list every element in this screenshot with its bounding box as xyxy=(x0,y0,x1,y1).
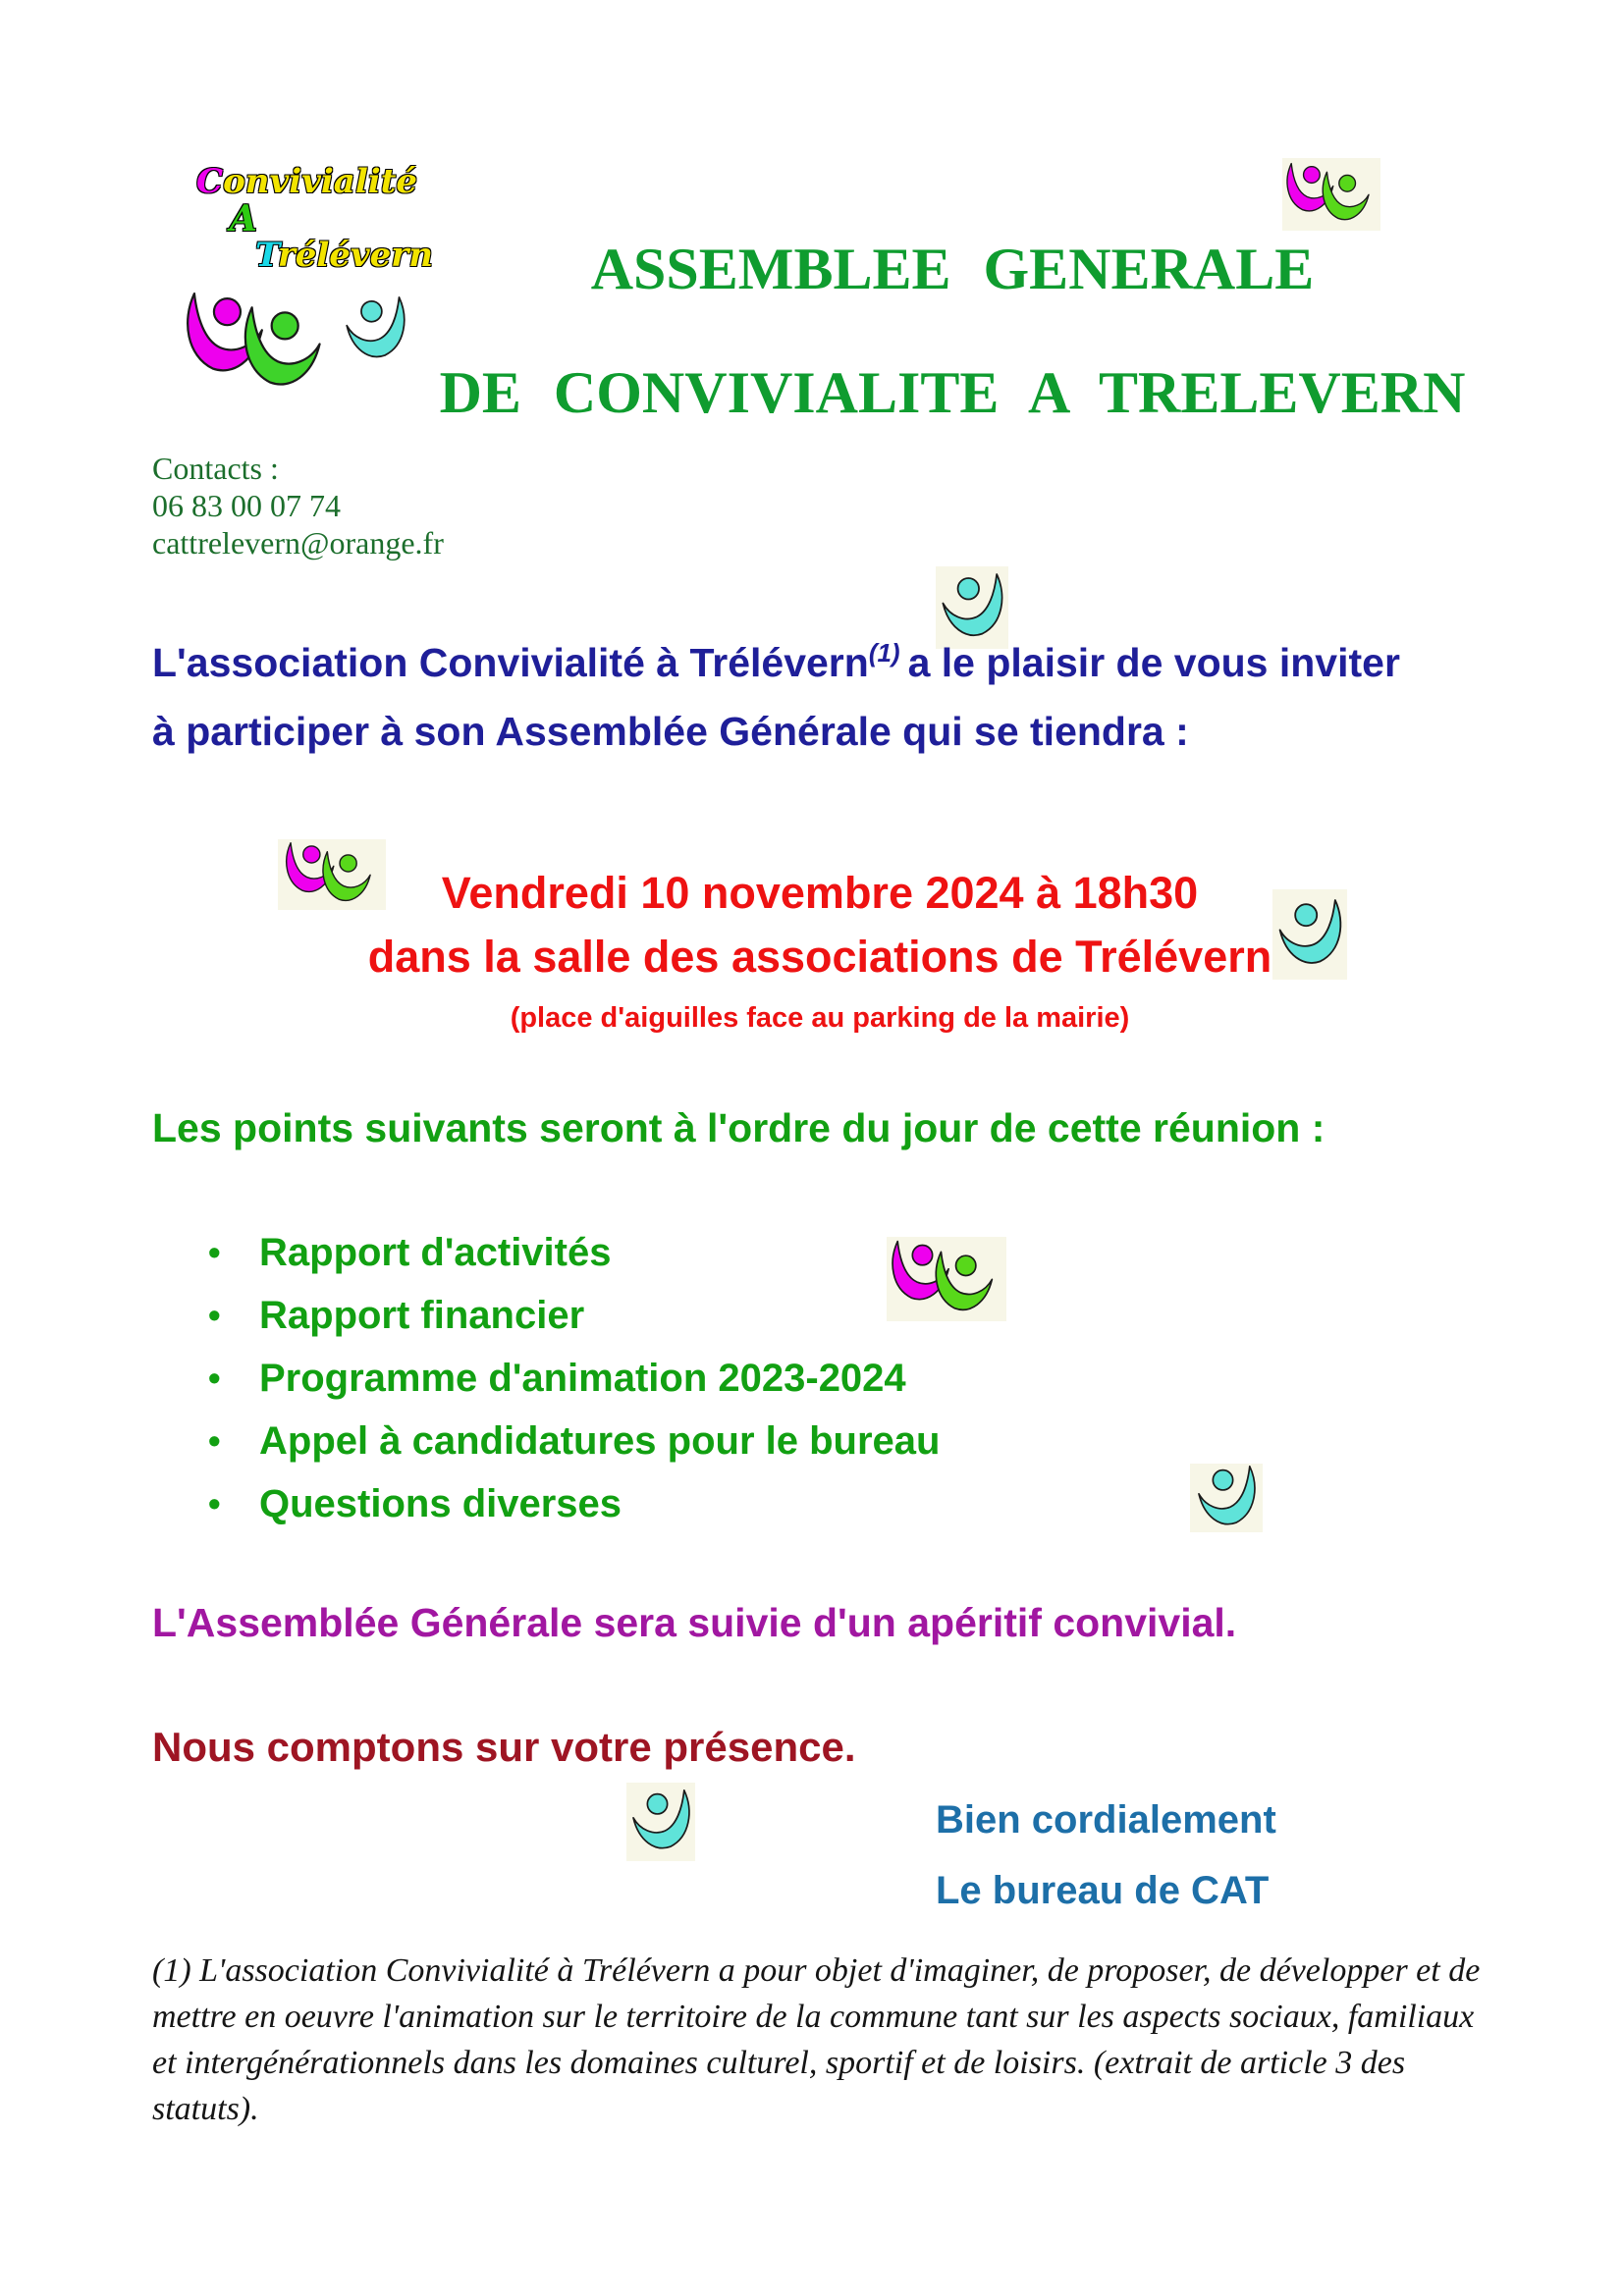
agenda-list xyxy=(208,1221,940,1535)
event-datetime: Vendredi 10 novembre 2024 à 18h30 xyxy=(441,868,1199,918)
event-location: dans la salle des associations de Trélévern xyxy=(367,932,1272,982)
agenda-item: • Rapport d'activités xyxy=(208,1221,940,1284)
contact-phone: 06 83 00 07 74 xyxy=(152,488,341,523)
agenda-item: • Appel à candidatures pour le bureau xyxy=(208,1410,940,1472)
figures-pair-icon xyxy=(1282,158,1380,231)
event-location-detail: (place d'aiguilles face au parking de la mairie) xyxy=(510,1002,1130,1034)
page-title-line2: DE CONVIVIALITE A TRELEVERN xyxy=(439,360,1466,425)
event-details xyxy=(295,862,1345,1046)
figures-pair-icon xyxy=(887,1237,1006,1321)
agenda-item: • Questions diverses xyxy=(208,1472,940,1535)
figures-pair-icon xyxy=(180,288,339,400)
figure-cyan-icon xyxy=(1190,1464,1263,1532)
association-logo-text xyxy=(196,162,433,275)
logo-line-a: A xyxy=(230,198,257,240)
signoff-author: Le bureau de CAT xyxy=(936,1869,1270,1912)
logo-line-trelevern: Trélévern xyxy=(255,236,433,275)
aperitif-line: L'Assemblée Générale sera suivie d'un apéritif convivial. xyxy=(152,1600,1237,1645)
invitation-paragraph: L'association Convivialité à Trélévern$^{(1)}$ a le plaisir de vous inviter à participer à son Assemblée Générale qui se tiendra : xyxy=(152,638,1400,754)
agenda-item: • Rapport financier xyxy=(208,1284,940,1347)
agenda-item: • Programme d'animation 2023-2024 xyxy=(208,1347,940,1410)
invitation-text: L'association Convivialité à Trélévern xyxy=(152,640,869,685)
signoff-block xyxy=(936,1785,1276,1926)
footnote-text: (1) L'association Convivialité à Trélévern a pour objet d'imaginer, de proposer, de développer et de mettre en oeuvre l'animation sur le territoire de la commune tant sur les aspects sociaux, familiaux et intergénérationnels dans les domaines culturel, sportif et de loisirs. (extrait de article 3 des statuts). xyxy=(152,1952,1481,2127)
logo-line-convivialite: Convivialité xyxy=(196,162,418,201)
figure-cyan-icon xyxy=(626,1783,695,1861)
signoff-greeting: Bien cordialement xyxy=(936,1798,1276,1842)
presence-line: Nous comptons sur votre présence. xyxy=(152,1724,856,1770)
footnote-reference: (1) xyxy=(868,638,900,668)
agenda-heading: Les points suivants seront à l'ordre du jour de cette réunion : xyxy=(152,1105,1325,1150)
figure-cyan-icon xyxy=(338,294,412,365)
contacts-block xyxy=(152,450,444,561)
contact-email: cattrelevern@orange.fr xyxy=(152,525,444,561)
contacts-label: Contacts : xyxy=(152,451,279,486)
page-title-line1: ASSEMBLEE GENERALE xyxy=(590,237,1315,301)
